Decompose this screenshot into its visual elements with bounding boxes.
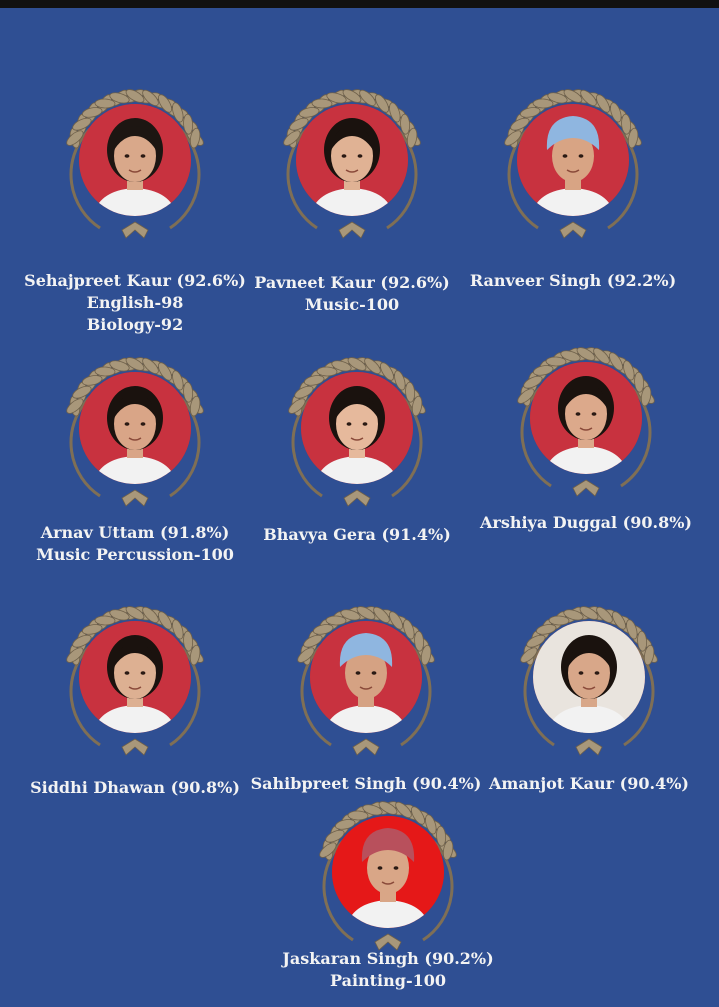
subject-score: Biology-92: [86, 315, 184, 334]
student-photo: [310, 621, 422, 733]
student-card-8: [246, 605, 486, 795]
laurel-wreath: [50, 88, 220, 248]
student-photo: [79, 104, 191, 216]
laurel-wreath: [504, 605, 674, 765]
student-photo: [517, 104, 629, 216]
student-name: Arshiya Duggal (90.8%): [479, 513, 692, 532]
student-name: Sahibpreet Singh (90.4%): [250, 774, 482, 793]
laurel-wreath: [50, 605, 220, 765]
student-name: Amanjot Kaur (90.4%): [489, 774, 689, 793]
laurel-wreath: [267, 88, 437, 248]
student-card-3: [453, 88, 693, 292]
student-name: Siddhi Dhawan (90.8%): [30, 778, 240, 797]
laurel-wreath: [50, 356, 220, 516]
student-name: Ranveer Singh (92.2%): [469, 271, 677, 290]
student-photo: [79, 621, 191, 733]
laurel-wreath: [303, 800, 473, 960]
laurel-wreath: [501, 346, 671, 506]
student-card-6: [466, 346, 706, 534]
top-bar: [0, 0, 719, 8]
student-card-2: [232, 88, 472, 316]
laurel-wreath: [488, 88, 658, 248]
student-photo: [332, 816, 444, 928]
student-name: Bhavya Gera (91.4%): [263, 525, 451, 544]
subject-score: Music-100: [304, 295, 400, 314]
subject-score: Music Percussion-100: [36, 545, 234, 564]
subject-score: English-98: [86, 293, 184, 312]
student-card-10: [268, 800, 508, 992]
student-card-5: [237, 356, 477, 546]
student-photo: [533, 621, 645, 733]
subject-score: Painting-100: [329, 971, 446, 990]
student-photo: [530, 362, 642, 474]
laurel-wreath: [281, 605, 451, 765]
student-name: Arnav Uttam (91.8%): [40, 523, 230, 542]
student-card-7: [15, 605, 255, 799]
student-photo: [79, 372, 191, 484]
student-card-4: [15, 356, 255, 566]
student-name: Pavneet Kaur (92.6%): [254, 273, 450, 292]
student-photo: [301, 372, 413, 484]
student-card-9: [469, 605, 709, 795]
student-photo: [296, 104, 408, 216]
student-name: Jaskaran Singh (90.2%): [282, 949, 494, 968]
student-card-1: [15, 88, 255, 336]
student-name: Sehajpreet Kaur (92.6%): [24, 271, 246, 290]
laurel-wreath: [272, 356, 442, 516]
